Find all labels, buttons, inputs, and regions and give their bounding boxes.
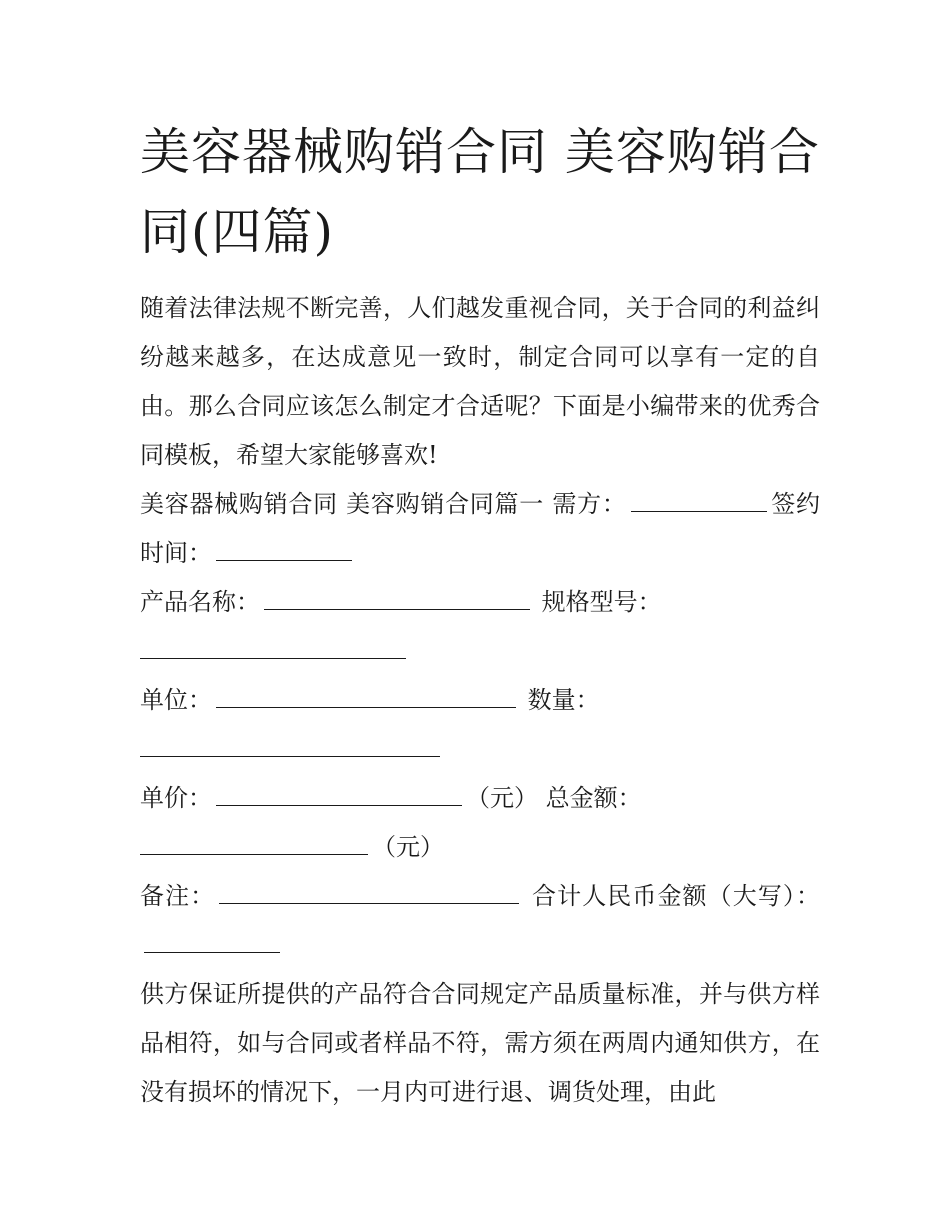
unit-price-label: 单价： [140,784,212,812]
unit-price-blank [216,775,462,806]
yuan-label-1: （元） [466,784,538,812]
unit-blank [216,677,516,708]
product-name-label: 产品名称： [140,588,260,616]
buyer-label: 需方： [552,490,627,518]
remark-blank [219,873,519,904]
body-paragraph: 供方保证所提供的产品符合合同规定产品质量标准，并与供方样品相符，如与合同或者样品不符，需方须在两周内通知供方，在没有损坏的情况下，一月内可进行退、调货处理，由此 [140,980,820,1106]
spec-blank [140,628,406,659]
sign-time-label: 签约时间： [140,490,821,567]
quantity-label: 数量： [527,686,600,714]
spec-label: 规格型号： [541,588,662,616]
total-label: 总金额： [545,784,642,812]
intro-paragraph: 随着法律法规不断完善，人们越发重视合同，关于合同的利益纠纷越来越多，在达成意见一致时，制定合同可以享有一定的自由。那么合同应该怎么制定才合适呢？下面是小编带来的优秀合同模板，希望大家能够喜欢! [140,294,820,469]
document-page [140,112,820,1117]
product-line [140,578,820,676]
total-blank [140,824,368,855]
rmb-total-label: 合计人民币金额（大写）： [532,882,821,910]
product-name-blank [264,579,530,610]
sign-time-blank [216,530,352,561]
remark-line [140,872,820,970]
price-line [140,774,820,872]
buyer-line [140,480,820,578]
section-heading: 美容器械购销合同 美容购销合同篇一 [140,490,544,518]
remark-label: 备注： [140,882,216,910]
yuan-label-2: （元） [372,833,444,861]
document-title: 美容器械购销合同 美容购销合同(四篇) [140,123,820,261]
quantity-blank [140,726,440,757]
unit-label: 单位： [140,686,212,714]
rmb-total-blank [144,922,280,953]
unit-line [140,676,820,774]
buyer-blank [631,481,767,512]
